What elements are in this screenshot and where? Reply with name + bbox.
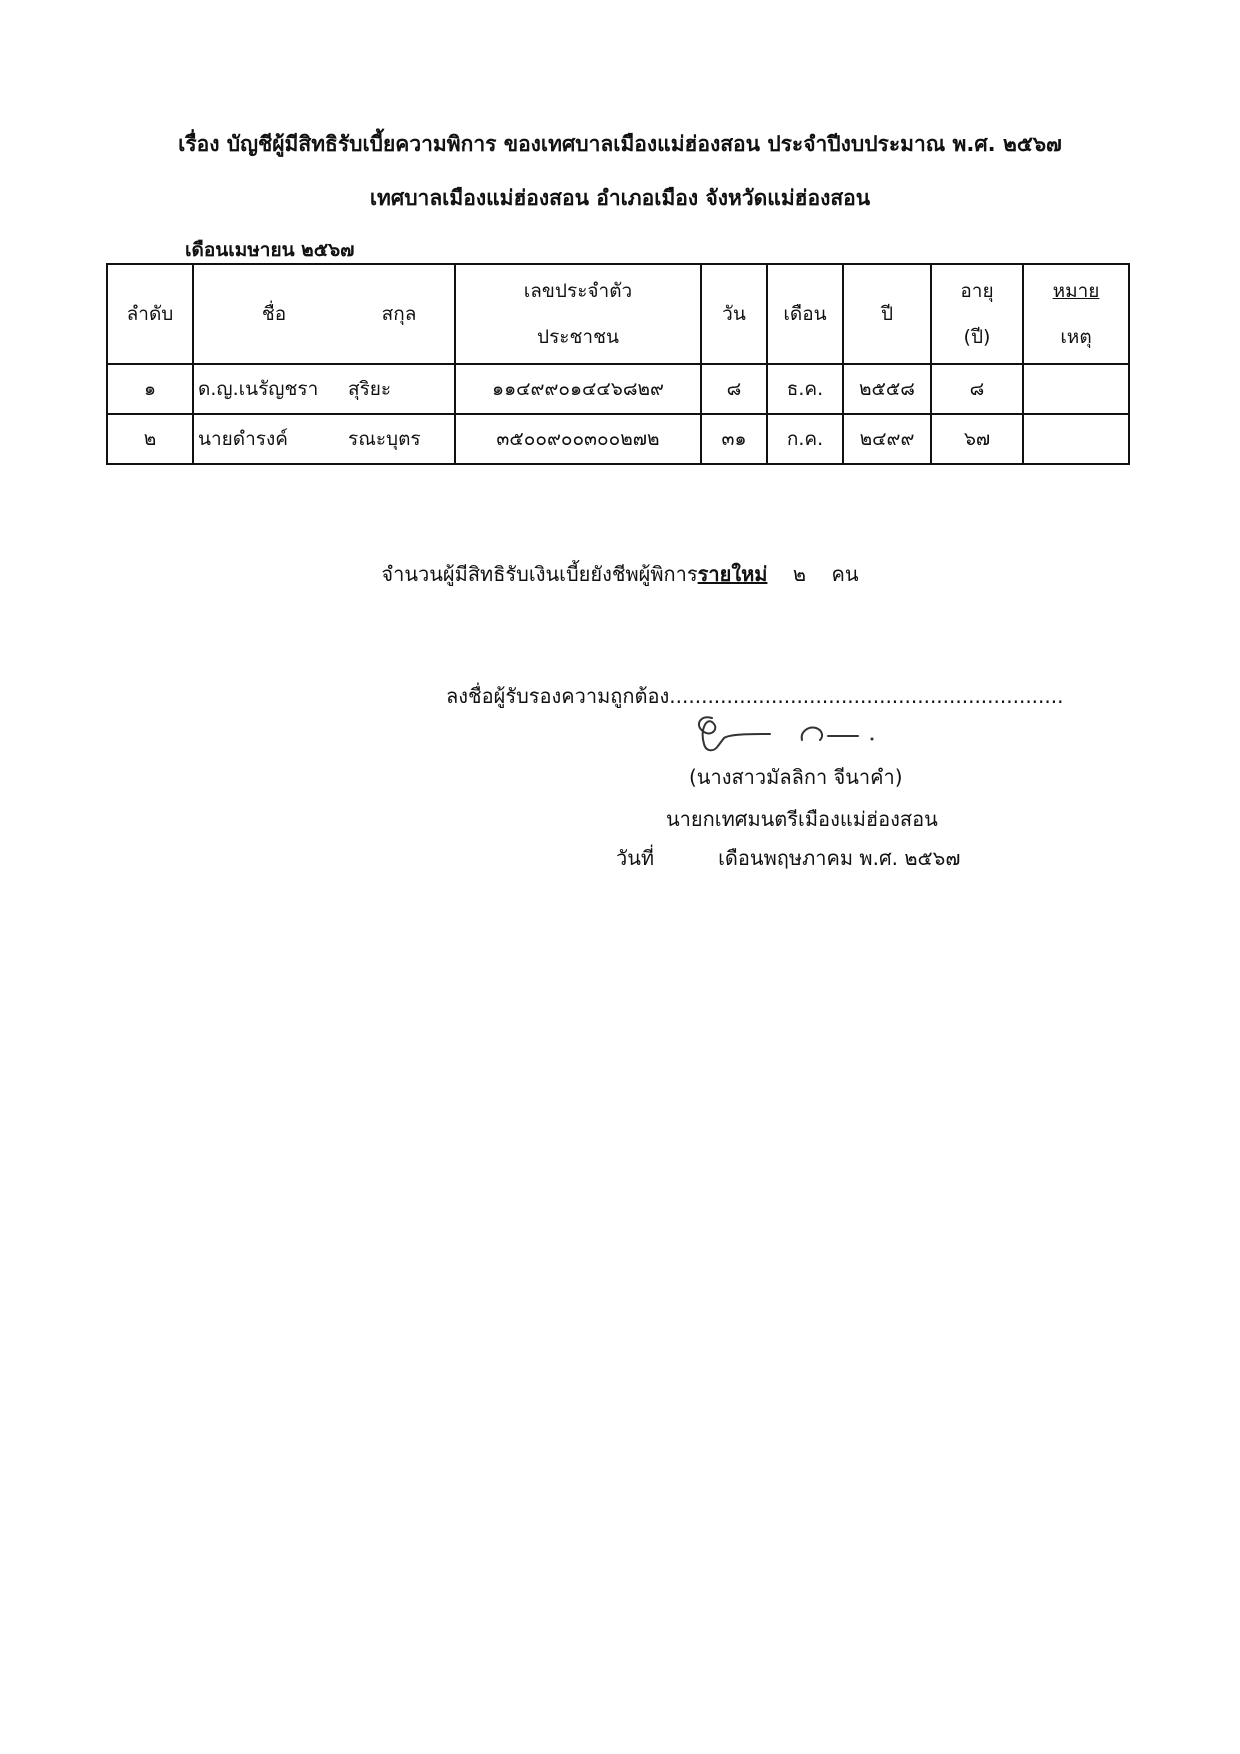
header-age-line2: (ปี): [963, 326, 991, 348]
cell-remark: [1023, 364, 1129, 414]
header-age-line1: อายุ: [960, 280, 994, 302]
header-order: ลำดับ: [107, 264, 193, 364]
header-remark-line1: หมาย: [1052, 280, 1100, 302]
signer-position: นายกเทศมนตรีเมืองแม่ฮ่องสอน: [666, 807, 938, 831]
table-header-row: [107, 264, 1129, 364]
header-day: วัน: [701, 264, 767, 364]
cell-id: ๑๑๔๙๙๐๑๔๔๖๘๒๙: [455, 364, 701, 414]
certify-dots: ..............................................................: [669, 684, 1064, 708]
date-rest: เดือนพฤษภาคม พ.ศ. ๒๕๖๗: [718, 846, 961, 870]
header-id-line1: เลขประจำตัว: [523, 280, 633, 302]
header-first-name: ชื่อ: [261, 303, 287, 325]
handwritten-signature: [690, 712, 920, 758]
cell-last-name: สุริยะ: [348, 378, 392, 400]
header-remark: [1023, 264, 1129, 364]
certify-line: [446, 680, 1063, 712]
header-name: [193, 264, 455, 364]
header-year: ปี: [843, 264, 931, 364]
header-last-name: สกุล: [381, 303, 417, 325]
cell-remark: [1023, 414, 1129, 464]
summary-prefix: จำนวนผู้มีสิทธิรับเงินเบี้ยยังชีพผู้พิการ: [381, 562, 698, 586]
header-month: เดือน: [767, 264, 843, 364]
cell-year: ๒๔๙๙: [843, 414, 931, 464]
document-title: เรื่อง บัญชีผู้มีสิทธิรับเบี้ยความพิการ ของเทศบาลเมืองแม่ฮ่องสอน ประจำปีงบประมาณ พ.ศ. ๒๕๖๗: [178, 132, 1062, 156]
header-remark-line2: เหตุ: [1060, 326, 1092, 348]
cell-month: ก.ค.: [767, 414, 843, 464]
header-id: [455, 264, 701, 364]
cell-year: ๒๕๕๘: [843, 364, 931, 414]
cell-name: [193, 414, 455, 464]
cell-first-name: นายดำรงค์: [198, 428, 288, 450]
table-row: [107, 414, 1129, 464]
header-id-line2: ประชาชน: [537, 326, 619, 348]
cell-day: ๓๑: [701, 414, 767, 464]
cell-name: [193, 364, 455, 414]
cell-age: ๖๗: [931, 414, 1023, 464]
date-line: [616, 842, 960, 874]
certify-label: ลงชื่อผู้รับรองความถูกต้อง: [446, 684, 670, 708]
cell-last-name: รณะบุตร: [348, 428, 421, 450]
summary-line: [100, 558, 1140, 590]
cell-age: ๘: [931, 364, 1023, 414]
beneficiary-table: [106, 263, 1130, 465]
cell-first-name: ด.ญ.เนรัญชรา: [198, 378, 319, 400]
summary-count: ๒: [792, 562, 807, 586]
cell-month: ธ.ค.: [767, 364, 843, 414]
cell-order: ๒: [107, 414, 193, 464]
signer-name: (นางสาวมัลลิกา จีนาคำ): [689, 765, 903, 789]
cell-id: ๓๕๐๐๙๐๐๓๐๐๒๗๒: [455, 414, 701, 464]
document-subtitle: เทศบาลเมืองแม่ฮ่องสอน อำเภอเมือง จังหวัดแม่ฮ่องสอน: [369, 186, 871, 210]
cell-day: ๘: [701, 364, 767, 414]
header-age: [931, 264, 1023, 364]
month-label: เดือนเมษายน ๒๕๖๗: [185, 239, 355, 261]
cell-order: ๑: [107, 364, 193, 414]
date-prefix: วันที่: [616, 846, 655, 870]
table-row: [107, 364, 1129, 414]
summary-unit: คน: [831, 562, 859, 586]
summary-highlight: รายใหม่: [697, 562, 768, 586]
